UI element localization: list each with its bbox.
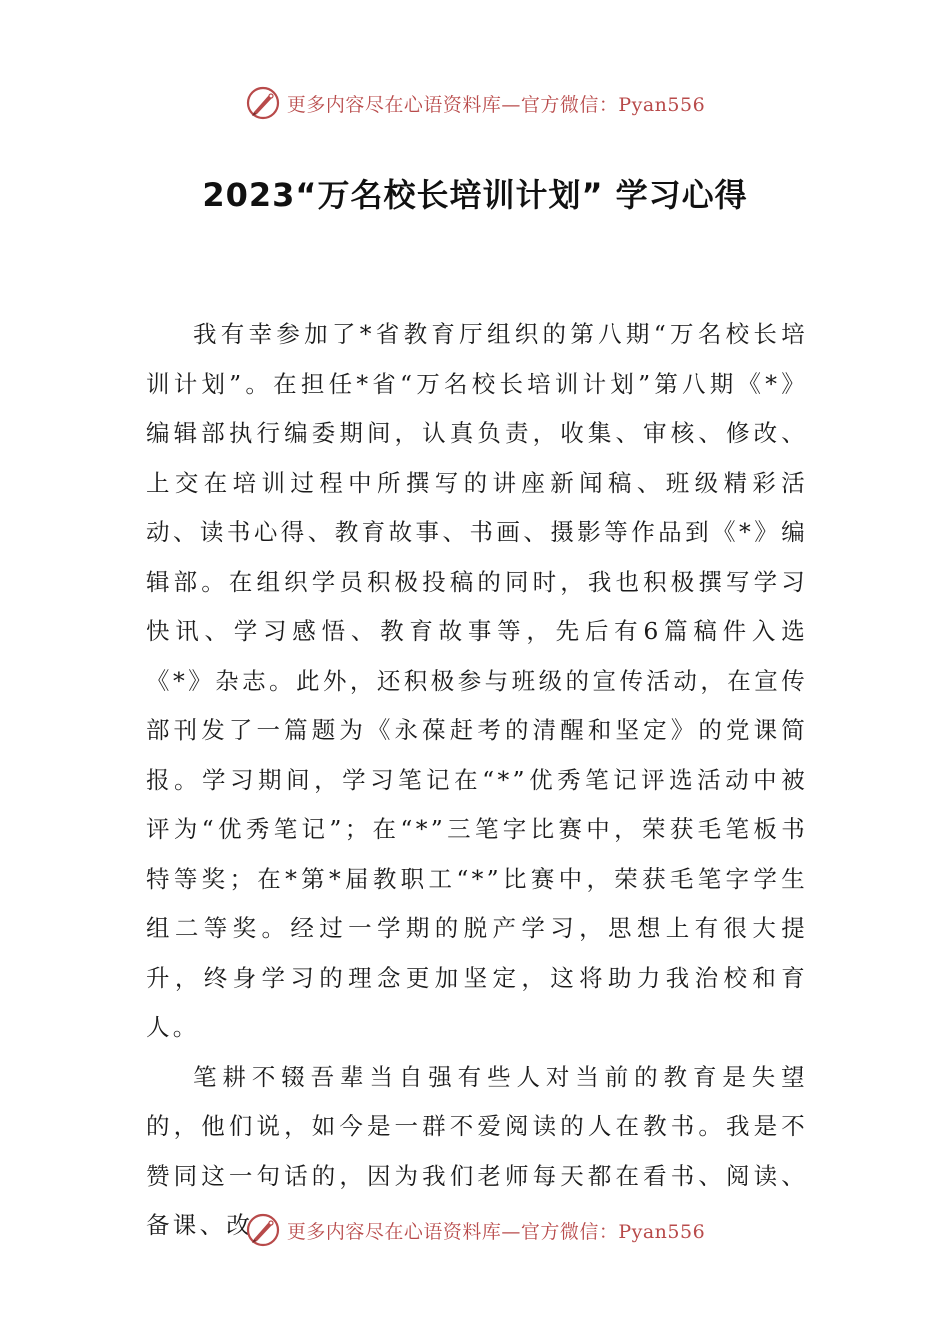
document-title: 2023“万名校长培训计划” 学习心得 xyxy=(202,176,748,214)
paragraph-1: 我有幸参加了*省教育厅组织的第八期“万名校长培训计划”。在担任*省“万名校长培训计划”第八期《*》编辑部执行编委期间，认真负责，收集、审核、修改、上交在培训过程中所撰写的讲座新闻稿、班级精彩活动、读书心得、教育故事、书画、摄影等作品到《*》编辑部。在组织学员积极投稿的同时，我也积极撰写学习快讯、学习感悟、教育故事等，先后有6篇稿件入选《*》杂志。此外，还积极参与班级的宣传活动，在宣传部刊发了一篇题为《永葆赶考的清醒和坚定》的党课简报。学习期间，学习笔记在“*”优秀笔记评选活动中被评为“优秀笔记”；在“*”三笔字比赛中，荣获毛笔板书特等奖；在*第*届教职工“*”比赛中，荣获毛笔字学生组二等奖。经过一学期的脱产学习，思想上有很大提升，终身学习的理念更加坚定，这将助力我治校和育人。 xyxy=(146,320,808,1041)
watermark-header xyxy=(0,83,950,123)
paragraph-2: 笔耕不辍吾辈当自强有些人对当前的教育是失望的，他们说，如今是一群不爱阅读的人在教书。我是不赞同这一句话的，因为我们老师每天都在看书、阅读、备课、改 xyxy=(146,1062,808,1239)
watermark-footer xyxy=(0,1210,950,1250)
watermark-text: 更多内容尽在心语资料库—官方微信：Pyan556 xyxy=(286,1220,706,1243)
watermark-text: 更多内容尽在心语资料库—官方微信：Pyan556 xyxy=(286,93,706,116)
pen-circle-logo-icon xyxy=(245,85,281,121)
document-body xyxy=(146,310,808,1251)
pen-circle-logo-icon xyxy=(245,1212,281,1248)
